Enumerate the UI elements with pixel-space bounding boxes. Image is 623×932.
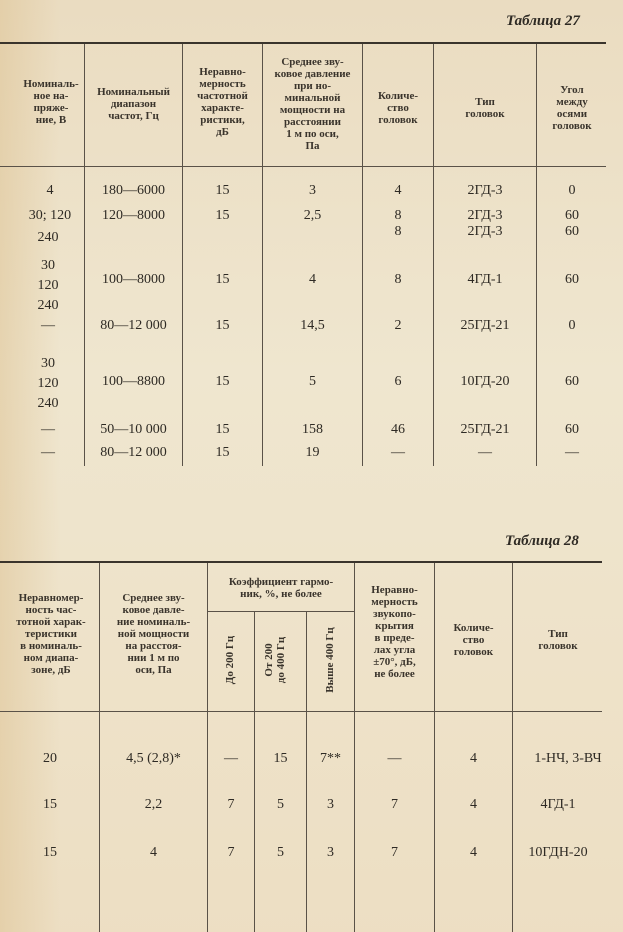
table27-cell: 50—10 000 — [100, 422, 167, 437]
table28-cell: 10ГДН-20 — [528, 845, 588, 860]
table27-header-pressure: Среднее зву- ковое давление при но- минальной мощности на расстоянии 1 м по оси, Па — [274, 56, 351, 152]
table28-col-divider — [254, 612, 255, 932]
table28-cell: 4ГД-1 — [540, 797, 576, 812]
table27-cell: 60 — [565, 374, 579, 389]
table27-cell: 15 — [215, 208, 230, 223]
table28-cell: 2,2 — [144, 797, 163, 812]
table27-header-angle: Угол между осями головок — [552, 84, 592, 132]
table28-cell: — — [224, 751, 238, 766]
table28-cell: 1-НЧ, 3-ВЧ — [534, 751, 602, 766]
table28-cell: 7 — [391, 797, 398, 812]
table27-cell: 30 120 240 — [37, 356, 59, 411]
table28-cell: 7 — [227, 797, 235, 812]
table28-cell: 7 — [391, 845, 398, 860]
table27-cell: 0 — [568, 183, 576, 198]
table27-cell: 5 — [309, 374, 316, 389]
table28-header-harmonic-mid: От 200 до 400 Гц — [263, 636, 287, 684]
table28-cell: 15 — [43, 845, 57, 860]
table27-cell: 100—8000 — [102, 272, 165, 287]
table27-cell: 0 — [568, 318, 576, 333]
table28-cell: 5 — [277, 797, 284, 812]
table27-cell: 240 — [37, 230, 59, 245]
table27-header-type: Тип головок — [465, 96, 505, 120]
table28-cell: 3 — [327, 797, 334, 812]
table27-header-voltage: Номиналь- ное на- пряже- ние, В — [23, 78, 79, 126]
table27-cell: — — [565, 445, 579, 460]
table27-caption: Таблица 27 — [506, 13, 580, 29]
table27-cell: 8 — [394, 208, 402, 223]
table28-header-count: Количе- ство головок — [453, 622, 494, 658]
table27-cell: 14,5 — [300, 318, 325, 333]
table27-header-range: Номинальный диапазон частот, Гц — [97, 86, 170, 122]
table27-cell: 158 — [302, 422, 323, 437]
table28-caption: Таблица 28 — [505, 533, 579, 549]
table28-cell: 7** — [320, 751, 341, 766]
table28-cell: 4,5 (2,8)* — [126, 751, 181, 766]
table27-cell: 30; 120 — [28, 208, 72, 223]
table27-cell: 15 — [215, 272, 230, 287]
table28-cell: 7 — [227, 845, 235, 860]
table27-cell: 80—12 000 — [100, 318, 167, 333]
table27-cell: 15 — [215, 374, 230, 389]
table27-col-divider — [262, 44, 263, 466]
table28-header-harmonic-low: До 200 Гц — [224, 635, 236, 685]
table27-cell: 2,5 — [303, 208, 322, 223]
table28-col-divider — [99, 563, 100, 932]
table27-col-divider — [433, 44, 434, 466]
table27-cell: 60 — [565, 422, 579, 437]
table28-col-divider — [306, 612, 307, 932]
table28-col-divider — [512, 563, 513, 932]
table27-cell: 60 — [565, 224, 579, 239]
table28-header-unevenness: Неравномер- ность час- тотной харак- теристики в номиналь- ном диапа- зоне, дБ — [16, 592, 86, 676]
table27-cell: 2 — [394, 318, 402, 333]
table27-cell: 10ГД-20 — [460, 374, 510, 389]
table27-header-unevenness: Неравно- мерность частотной характе- ристики, дБ — [197, 66, 248, 138]
table28-cell: 4 — [470, 751, 477, 766]
table28-cell: 15 — [43, 797, 57, 812]
table27-col-divider — [536, 44, 537, 466]
table27-cell: 3 — [309, 183, 316, 198]
table27-cell: 60 — [565, 272, 579, 287]
table27-cell: 2ГД-3 — [467, 224, 503, 239]
table27-cell: 4 — [309, 272, 316, 287]
table28-cell: 4 — [150, 845, 157, 860]
table27-cell: 4 — [394, 183, 402, 198]
table27-cell: 60 — [565, 208, 579, 223]
table28-col-divider — [434, 563, 435, 932]
table27-cell: 2ГД-3 — [467, 208, 503, 223]
table27-cell: 15 — [215, 422, 230, 437]
table27-cell: — — [41, 445, 55, 460]
table28-cell: 20 — [43, 751, 57, 766]
table27-cell: 2ГД-3 — [467, 183, 503, 198]
table27-cell: 120—8000 — [102, 208, 165, 223]
table27-cell: 25ГД-21 — [460, 422, 510, 437]
table28-col-divider — [207, 563, 208, 932]
table27-cell: 8 — [394, 272, 402, 287]
table28-header-harmonic-group: Коэффициент гармо- ник, %, не более — [228, 576, 334, 600]
table27-top-rule — [0, 42, 606, 44]
table27-cell: 25ГД-21 — [460, 318, 510, 333]
table27-cell: 30 120 240 — [37, 258, 59, 313]
table27-cell: 4ГД-1 — [467, 272, 503, 287]
table27-header-rule — [0, 166, 606, 167]
table27-cell: 8 — [394, 224, 402, 239]
table27-cell: 19 — [305, 445, 320, 460]
table27-cell: — — [41, 318, 55, 333]
table27-cell: 15 — [215, 183, 230, 198]
table28-cell: 5 — [277, 845, 284, 860]
table27-cell: 15 — [215, 318, 230, 333]
table28-cell: 4 — [470, 797, 477, 812]
table28-header-harmonic-high: Выше 400 Гц — [324, 627, 336, 693]
table27-cell: — — [41, 422, 55, 437]
table27-cell: 80—12 000 — [100, 445, 167, 460]
table27-cell: — — [391, 445, 405, 460]
table27-cell: — — [478, 445, 492, 460]
table27-col-divider — [84, 44, 85, 466]
table28-cell: — — [387, 751, 402, 766]
table28-group-rule — [207, 611, 354, 612]
table27-cell: 46 — [391, 422, 405, 437]
table28-header-type: Тип головок — [538, 628, 578, 652]
table27-cell: 100—8800 — [102, 374, 165, 389]
table28-header-coverage: Неравно- мерность звукопо- крытия в преде- лах угла ±70°, дБ, не более — [371, 584, 418, 680]
table27-cell: 6 — [394, 374, 402, 389]
table27-cell: 15 — [215, 445, 230, 460]
table27-col-divider — [182, 44, 183, 466]
table27-header-count: Количе- ство головок — [377, 90, 419, 126]
table27-cell: 180—6000 — [102, 183, 165, 198]
table28-cell: 4 — [470, 845, 477, 860]
table28-header-pressure: Среднее зву- ковое давле- ние номиналь- ной мощности на расстоя- нии 1 м по оси, Па — [116, 592, 191, 676]
table28-cell: 3 — [327, 845, 334, 860]
table27-cell: 4 — [46, 183, 54, 198]
table28-col-divider — [354, 563, 355, 932]
table27-col-divider — [362, 44, 363, 466]
table28-cell: 15 — [273, 751, 288, 766]
